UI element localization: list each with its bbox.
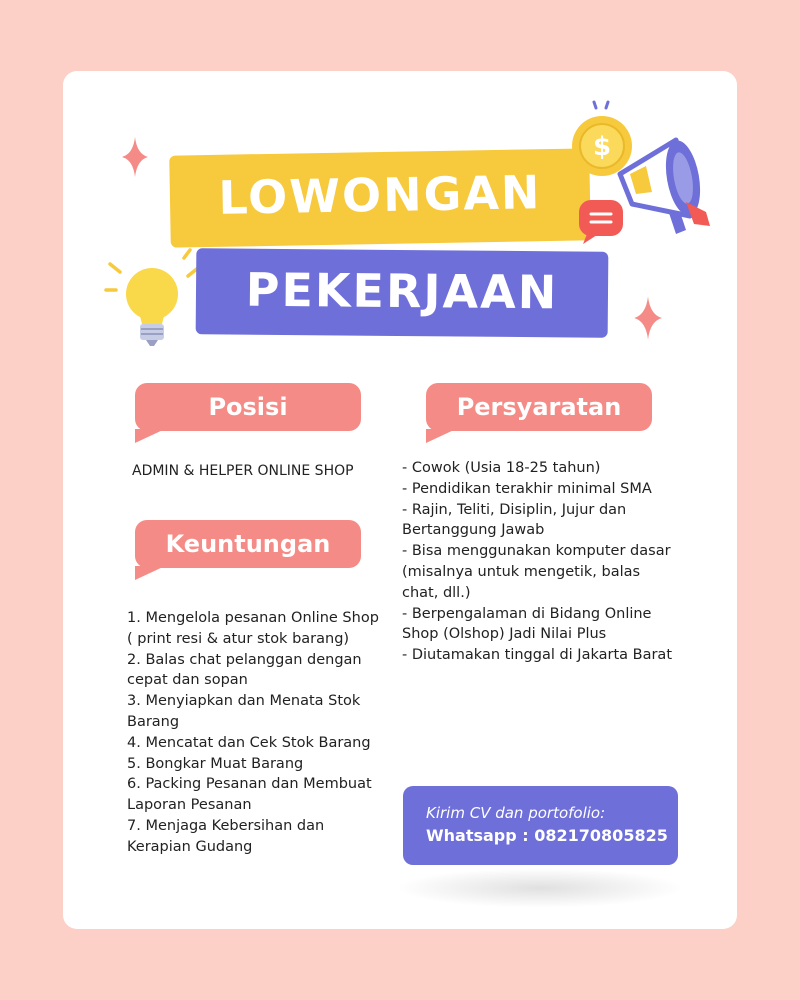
posisi-value: ADMIN & HELPER ONLINE SHOP <box>132 463 354 479</box>
posisi-heading-label: Posisi <box>208 393 288 421</box>
sparkle-icon <box>122 137 148 177</box>
title-banner-yellow <box>169 148 591 247</box>
list-item: 4. Mencatat dan Cek Stok Barang <box>127 734 371 751</box>
title-line-1: LOWONGAN <box>218 165 542 225</box>
list-item: 1. Mengelola pesanan Online Shop ( print resi & atur stok barang) <box>127 610 379 647</box>
list-item: 6. Packing Pesanan dan Membuat Laporan Pesanan <box>127 776 372 814</box>
list-item: 5. Bongkar Muat Barang <box>127 755 304 772</box>
svg-text:$: $ <box>592 132 612 162</box>
list-item: - Cowok (Usia 18-25 tahun) <box>402 460 601 476</box>
posisi-heading <box>135 383 361 431</box>
list-item: - Berpengalaman di Bidang Online Shop (Olshop) Jadi Nilai Plus <box>402 605 652 643</box>
contact-box <box>403 786 678 865</box>
keuntungan-heading <box>135 520 361 568</box>
title-line-2: PEKERJAAN <box>245 262 559 320</box>
persyaratan-heading-label: Persyaratan <box>456 393 622 421</box>
sparkle-icon <box>634 296 662 340</box>
contact-line-1: Kirim CV dan portofolio: <box>426 804 606 822</box>
persyaratan-heading <box>426 383 652 431</box>
contact-shadow <box>395 868 685 908</box>
list-item: 3. Menyiapkan dan Menata Stok Barang <box>127 693 361 730</box>
megaphone-icon <box>610 130 720 248</box>
list-item: 7. Menjaga Kebersihan dan Kerapian Gudang <box>127 817 325 855</box>
keuntungan-heading-label: Keuntungan <box>165 530 331 558</box>
list-item: - Diutamakan tinggal di Jakarta Barat <box>402 647 673 664</box>
keuntungan-list <box>127 608 382 858</box>
list-item: - Pendidikan terakhir minimal SMA <box>402 480 652 497</box>
list-item: - Rajin, Teliti, Disiplin, Jujur dan Bertanggung Jawab <box>402 501 627 539</box>
list-item: - Bisa menggunakan komputer dasar (misalnya untuk mengetik, balas chat, dll.) <box>402 543 671 601</box>
persyaratan-list <box>402 458 672 666</box>
list-item: 2. Balas chat pelanggan dengan cepat dan sopan <box>127 651 362 689</box>
contact-whatsapp[interactable]: Whatsapp : 082170805825 <box>426 826 668 845</box>
title-banner-purple <box>196 248 609 338</box>
lightbulb-icon <box>104 246 204 350</box>
